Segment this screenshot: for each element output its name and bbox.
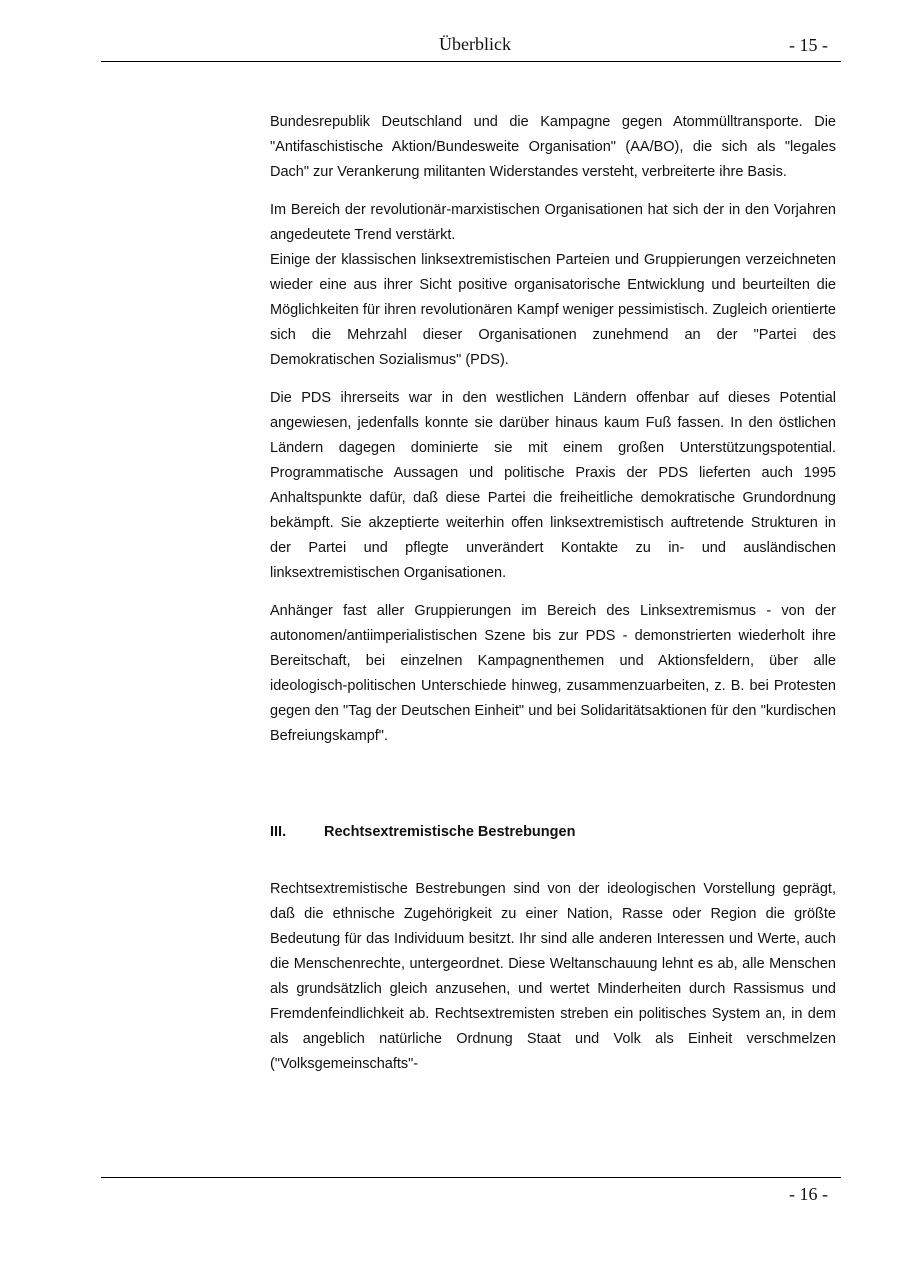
header-page-number: - 15 - bbox=[789, 35, 828, 55]
header-divider bbox=[101, 61, 841, 62]
body-paragraph: Bundesrepublik Deutschland und die Kampagne gegen Atommülltransporte. Die "Antifaschistische Aktion/Bundesweite Organisation" (AA/BO), die sich als "legales Dach" zur Verankerung militanten Widerstandes versteht, verbreiterte ihre Basis. bbox=[270, 114, 836, 180]
section-heading bbox=[270, 820, 836, 845]
body-paragraph: Einige der klassischen linksextremistischen Parteien und Gruppierungen verzeichneten wieder eine aus ihrer Sicht positive organisatorische Entwicklung und beurteilten die Möglichkeiten für ihren revolutionären Kampf weniger pessimistisch. Zugleich orientierte sich die Mehrzahl dieser Organisationen zunehmend an der "Partei des Demokratischen Sozialismus" (PDS). bbox=[270, 252, 836, 368]
section-number: III. bbox=[270, 824, 287, 840]
section-spacer bbox=[270, 762, 836, 820]
body-paragraph: Im Bereich der revolutionär-marxistischen Organisationen hat sich der in den Vorjahren angedeutete Trend verstärkt. bbox=[270, 202, 836, 243]
body-paragraph: Anhänger fast aller Gruppierungen im Bereich des Linksextremismus - von der autonomen/antiimperialistischen Szene bis zur PDS - demonstrierten wiederholt ihre Bereitschaft, bei einzelnen Kampagnenthemen und Aktionsfeldern, über alle ideologisch-politischen Unterschiede hinweg, zusammenzuarbeiten, z. B. bei Protesten gegen den "Tag der Deutschen Einheit" und bei Solidaritätsaktionen für den "kurdischen Befreiungskampf". bbox=[270, 603, 836, 744]
page-body bbox=[270, 110, 836, 1090]
running-header-title: Überblick bbox=[439, 34, 511, 54]
body-paragraph: Rechtsextremistische Bestrebungen sind von der ideologischen Vorstellung geprägt, daß die ethnische Zugehörigkeit zu einer Nation, Rasse oder Region die größte Bedeutung für das Individuum besitzt. Ihr sind alle anderen Interessen und Werte, auch die Menschenrechte, untergeordnet. Diese Weltanschauung lehnt es ab, alle Menschen als grundsätzlich gleich anzusehen, und wertet Minderheiten durch Rassismus und Fremdenfeindlichkeit ab. Rechtsextremisten streben ein politisches System an, in dem als angeblich natürliche Ordnung Staat und Volk als Einheit verschmelzen ("Volksgemeinschafts"- bbox=[270, 881, 836, 1072]
section-title: Rechtsextremistische Bestrebungen bbox=[324, 824, 576, 840]
footer-page-number: - 16 - bbox=[789, 1184, 828, 1204]
body-paragraph: Die PDS ihrerseits war in den westlichen Ländern offenbar auf dieses Potential angewiesen, jedenfalls konnte sie darüber hinaus kaum Fuß fassen. In den östlichen Ländern dagegen dominierte sie mit einem großen Unterstützungspotential. Programmatische Aussagen und politische Praxis der PDS lieferten auch 1995 Anhaltspunkte dafür, daß diese Partei die freiheitliche demokratische Grundordnung bekämpft. Sie akzeptierte weiterhin offen linksextremistisch auftretende Strukturen in der Partei und pflegte unverändert Kontakte zu in- und ausländischen linksextremistischen Organisationen. bbox=[270, 390, 836, 581]
footer-divider bbox=[101, 1177, 841, 1178]
